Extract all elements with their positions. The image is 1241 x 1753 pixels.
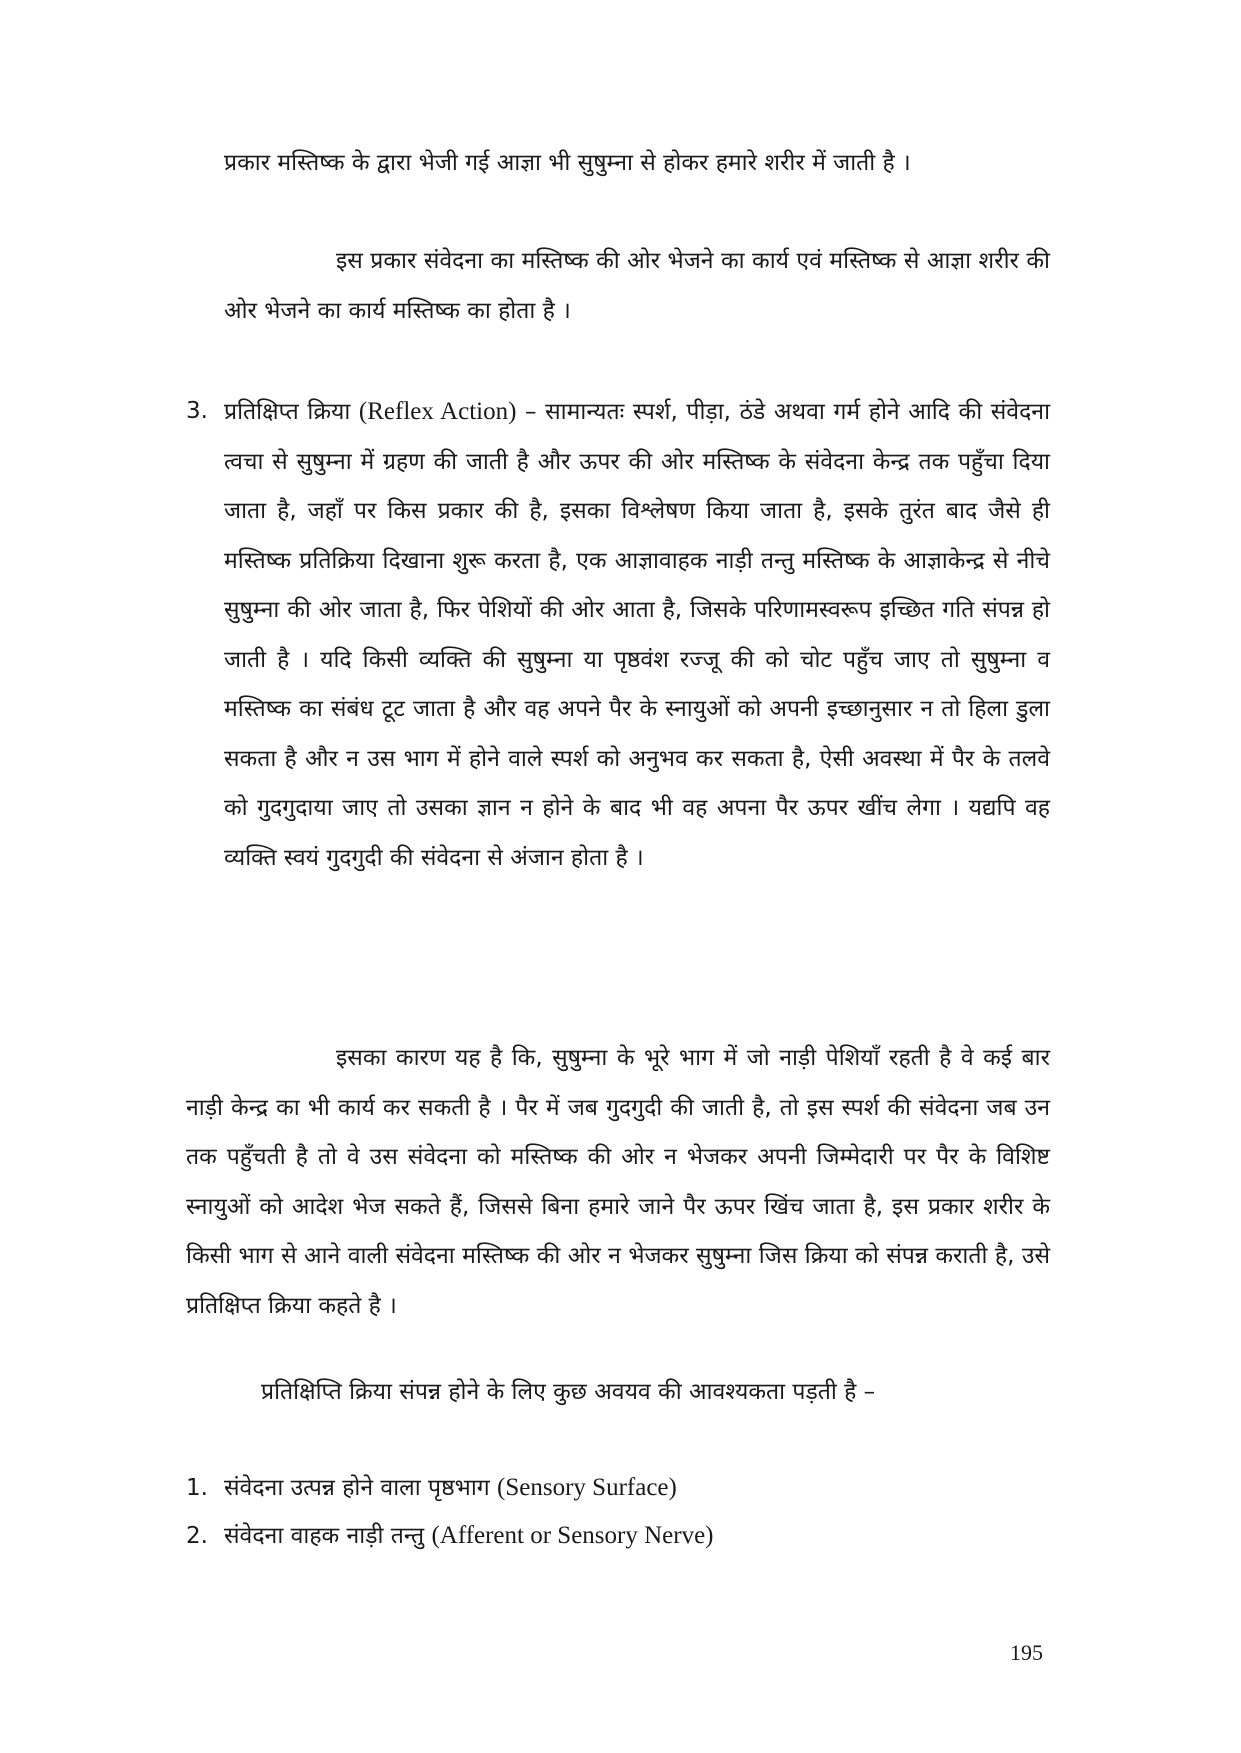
list-item-text-english: (Sensory Surface) bbox=[497, 1474, 677, 1501]
section-number: 3. bbox=[186, 398, 208, 424]
summary-paragraph: इस प्रकार संवेदना का मस्तिष्क की ओर भेजने का कार्य एवं मस्तिष्क से आज्ञा शरीर की ओर भेजने का कार्य मस्तिष्क का होता है । bbox=[224, 248, 1050, 324]
list-item-text-hindi: संवेदना उत्पन्न होने वाला पृष्ठभाग bbox=[224, 1475, 490, 1501]
page-number: 195 bbox=[1010, 1640, 1043, 1665]
list-item-number: 2. bbox=[186, 1523, 208, 1549]
reflex-action-section bbox=[186, 387, 1050, 883]
section-heading-english: (Reflex Action) bbox=[358, 398, 517, 425]
section-body bbox=[224, 387, 1050, 883]
section-text: – सामान्यतः स्पर्श, पीड़ा, ठंडे अथवा गर्म होने आदि की संवेदना त्वचा से सुषुम्ना में ग्रहण की जाती है और ऊपर की ओर मस्तिष्क के संवेदना केन्द्र तक पहुँचा दिया जाता है, जहाँ पर किस प्रकार की है, इसका विश्लेषण किया जाता है, इसके तुरंत बाद जैसे ही मस्तिष्क प्रतिक्रिया दिखाना शुरू करता है, एक आज्ञावाहक नाड़ी तन्तु मस्तिष्क के आज्ञाकेन्द्र से नीचे सुषुम्ना की ओर जाता है, फिर पेशियों की ओर आता है, जिसके परिणामस्वरूप इच्छित गति संपन्न हो जाती है । यदि किसी व्यक्ति की सुषुम्ना या पृष्ठवंश रज्जू की को चोट पहुँच जाए तो सुषुम्ना व मस्तिष्क का संबंध टूट जाता है और वह अपने पैर के स्नायुओं को अपनी इच्छानुसार न तो हिला डुला सकता है और न उस भाग में होने वाले स्पर्श को अनुभव कर सकता है, ऐसी अवस्था में पैर के तलवे को गुदगुदाया जाए तो उसका ज्ञान न होने के बाद भी वह अपना पैर ऊपर खींच लेगा । यद्यपि वह व्यक्ति स्वयं गुदगुदी की संवेदना से अंजान होता है । bbox=[224, 399, 1051, 871]
list-item-number: 1. bbox=[186, 1475, 208, 1501]
list-item bbox=[186, 1464, 1050, 1512]
list-item-text-hindi: संवेदना वाहक नाड़ी तन्तु bbox=[224, 1523, 425, 1549]
continuation-paragraph: प्रकार मस्तिष्क के द्वारा भेजी गई आज्ञा भी सुषुम्ना से होकर हमारे शरीर में जाती है । bbox=[224, 150, 911, 176]
list-item bbox=[186, 1512, 1050, 1560]
requirements-intro: प्रतिक्षिप्ति क्रिया संपन्न होने के लिए कुछ अवयव की आवश्यकता पड़ती है – bbox=[261, 1379, 876, 1405]
requirements-list bbox=[186, 1464, 1050, 1560]
reason-paragraph: इसका कारण यह है कि, सुषुम्ना के भूरे भाग में जो नाड़ी पेशियाँ रहती है वे कई बार नाड़ी केन्द्र का भी कार्य कर सकती है । पैर में जब गुदगुदी की जाती है, तो इस स्पर्श की संवेदना जब उन तक पहुँचती है तो वे उस संवेदना को मस्तिष्क की ओर न भेजकर अपनी जिम्मेदारी पर पैर के विशिष्ट स्नायुओं को आदेश भेज सकते हैं, जिससे बिना हमारे जाने पैर ऊपर खिंच जाता है, इस प्रकार शरीर के किसी भाग से आने वाली संवेदना मस्तिष्क की ओर न भेजकर सुषुम्ना जिस क्रिया को संपन्न कराती है, उसे प्रतिक्षिप्त क्रिया कहते है । bbox=[186, 1045, 1050, 1319]
list-item-text-english: (Afferent or Sensory Nerve) bbox=[431, 1522, 714, 1549]
section-heading-hindi: प्रतिक्षिप्त क्रिया bbox=[224, 399, 351, 425]
